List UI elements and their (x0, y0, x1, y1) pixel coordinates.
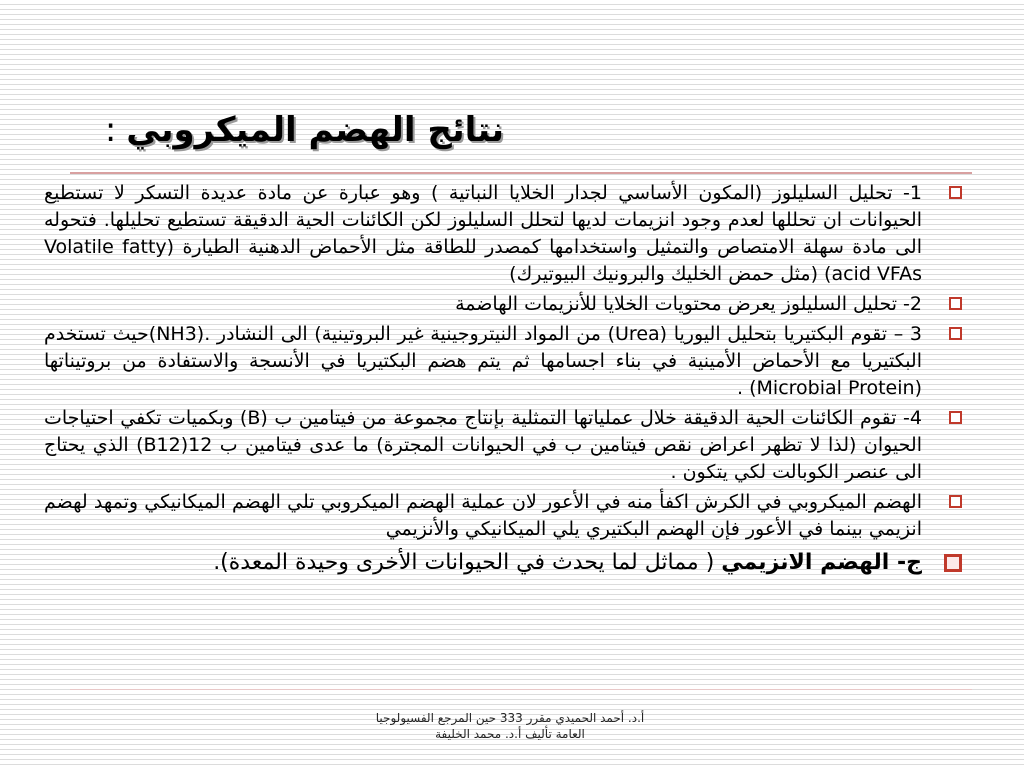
square-bullet-icon (949, 495, 962, 508)
bullet-text: 4- تقوم الكائنات الحية الدقيقة خلال عملياتها التمثلية بإنتاج مجموعة من فيتامين ب (B) وبكميات تكفي احتياجات الحيوان (لذا لا تظهر اعراض نقص فيتامين ب في الحيوانات المجترة) ما عدى فيتامين ب 12(B12) الذي يحتاج الى عنصر الكوبالت لكي يتكون . (44, 407, 922, 483)
footer-divider (70, 689, 972, 690)
bullet-text: 2- تحليل السليلوز يعرض محتويات الخلايا للأنزيمات الهاضمة (455, 293, 922, 315)
footer-line-2: العامة تأليف أ.د. محمد الخليفة (435, 727, 585, 741)
slide-title-text: نتائج الهضم الميكروبي (126, 110, 504, 150)
square-bullet-icon (949, 297, 962, 310)
square-bullet-icon (949, 411, 962, 424)
bullet-text: 3 – تقوم البكتيريا بتحليل اليوريا (Urea) من المواد النيتروجينية غير البروتينية) الى النشادر .(NH3)حيث تستخدم البكتيريا مع الأحماض الأمينية في بناء اجسامها ثم يتم هضم البكتيريا في الأنسجة والاستفادة من بروتيناتها (Microbial Protein) . (44, 323, 922, 399)
bullet-text: 1- تحليل السليلوز (المكون الأساسي لجدار الخلايا النباتية ) وهو عبارة عن مادة عديدة التسكر لا تستطيع الحيوانات ان تحللها لعدم وجود انزيمات لديها لتحلل السليلوز لكن الكائنات الحية الدقيقة تستطيع تحليلها. فتحوله الى مادة سهلة الامتصاص والتمثيل واستخدامها كمصدر للطاقة مثل الأحماض الدهنية الطيارة (Volatile fatty acid VFAs) (مثل حمض الخليك والبرونيك البيوتيرك) (44, 182, 922, 285)
enzymatic-digestion-text: ( مماثل لما يحدث في الحيوانات الأخرى وحيدة المعدة). (213, 550, 715, 575)
bullet-item-enzymatic-digestion (44, 549, 962, 576)
square-bullet-icon (949, 186, 962, 199)
footer-line-1: أ.د. أحمد الحميدي مقرر 333 حين المرجع الفسيولوجيا (375, 711, 645, 725)
slide-title-colon: : (104, 110, 117, 150)
title-divider (70, 172, 972, 174)
bullet-item-3 (44, 321, 962, 402)
enzymatic-digestion-heading: ج- الهضم الانزيمي (721, 550, 922, 575)
bullet-list (44, 180, 962, 579)
square-bullet-icon (949, 327, 962, 340)
bullet-item-2 (44, 291, 962, 318)
bullet-text: الهضم الميكروبي في الكرش اكفأ منه في الأعور لان عملية الهضم الميكروبي تلي الهضم الميكانيكي وتمهد لهضم انزيمي بينما في الأعور فإن الهضم البكتيري يلي الميكانيكي والأنزيمي (44, 491, 922, 540)
slide-title (105, 110, 504, 150)
bullet-item-1 (44, 180, 962, 288)
bullet-item-5 (44, 489, 962, 543)
square-bullet-icon (944, 554, 962, 572)
bullet-item-4 (44, 405, 962, 486)
footer-credit (315, 710, 705, 742)
